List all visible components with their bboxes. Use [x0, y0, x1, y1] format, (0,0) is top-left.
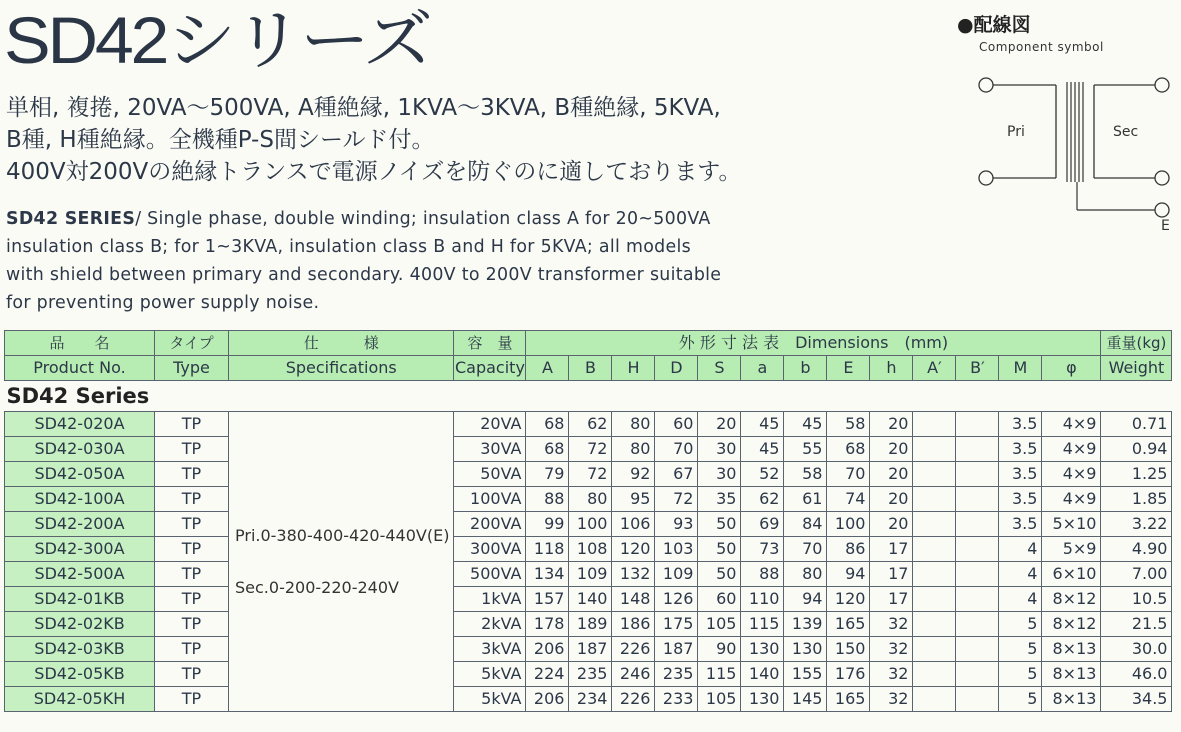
intro-en-line: with shield between primary and secondary. 400V to 200V transformer suitable [6, 265, 722, 285]
table-row [5, 612, 1172, 637]
dim-cell-b: 70 [784, 537, 827, 562]
header-weight [1101, 331, 1172, 356]
header-type [155, 331, 229, 356]
dim-cell-s: 30 [698, 437, 741, 462]
dim-cell-a: 224 [526, 662, 569, 687]
capacity-cell: 200VA [454, 512, 526, 537]
type-cell: TP [155, 412, 229, 437]
dim-cell-h: 80 [612, 437, 655, 462]
dim-cell-a: 118 [526, 537, 569, 562]
dim-cell-bp [956, 512, 999, 537]
dim-cell-d: 60 [655, 412, 698, 437]
dim-cell-b: 72 [569, 437, 612, 462]
product-cell: SD42-03KB [5, 637, 155, 662]
product-cell: SD42-500A [5, 562, 155, 587]
intro-jp-line: 400V対200Vの絶縁トランスで電源ノイズを防ぐのに適しております。 [6, 159, 742, 185]
dim-cell-b: 55 [784, 437, 827, 462]
dim-cell-b: 187 [569, 637, 612, 662]
dim-cell-bp [956, 487, 999, 512]
dim-cell-weight: 30.0 [1101, 637, 1172, 662]
product-cell: SD42-05KB [5, 662, 155, 687]
secondary-label: Sec [1113, 124, 1139, 140]
capacity-cell: 30VA [454, 437, 526, 462]
dim-cell-weight: 0.71 [1101, 412, 1172, 437]
dim-cell-a: 157 [526, 587, 569, 612]
dim-cell-weight: 1.25 [1101, 462, 1172, 487]
header-dim-phi: φ [1042, 356, 1101, 381]
dim-cell-s: 105 [698, 612, 741, 637]
dim-cell-a: 62 [741, 487, 784, 512]
product-cell: SD42-200A [5, 512, 155, 537]
type-cell: TP [155, 637, 229, 662]
dim-cell-s: 20 [698, 412, 741, 437]
table-row [5, 687, 1172, 712]
dim-cell-e: 100 [827, 512, 870, 537]
dim-cell-h: 92 [612, 462, 655, 487]
dim-cell-phi: 6×10 [1042, 562, 1101, 587]
dim-cell-b: 109 [569, 562, 612, 587]
dim-cell-h: 80 [612, 412, 655, 437]
dim-cell-a: 178 [526, 612, 569, 637]
dim-cell-b: 145 [784, 687, 827, 712]
dim-cell-weight: 21.5 [1101, 612, 1172, 637]
dim-cell-b: 100 [569, 512, 612, 537]
dim-cell-ap [913, 437, 956, 462]
intro-jp-line: 単相, 複捲, 20VA〜500VA, A種絶縁, 1KVA〜3KVA, B種絶縁, 5KVA, [6, 95, 721, 121]
capacity-cell: 2kVA [454, 612, 526, 637]
dim-cell-a: 130 [741, 687, 784, 712]
dim-cell-d: 72 [655, 487, 698, 512]
header-dim-E: E [827, 356, 870, 381]
dim-cell-weight: 0.94 [1101, 437, 1172, 462]
capacity-cell: 100VA [454, 487, 526, 512]
dim-cell-a: 88 [741, 562, 784, 587]
type-cell: TP [155, 537, 229, 562]
dim-cell-s: 90 [698, 637, 741, 662]
dim-cell-a: 99 [526, 512, 569, 537]
header-capacity-jp: 容 量 [467, 334, 513, 352]
dim-cell-b: 94 [784, 587, 827, 612]
dim-cell-h: 148 [612, 587, 655, 612]
table-row [5, 412, 1172, 437]
dim-cell-ap [913, 687, 956, 712]
dim-cell-b: 62 [569, 412, 612, 437]
dim-cell-d: 67 [655, 462, 698, 487]
dim-cell-h: 17 [870, 587, 913, 612]
dim-cell-bp [956, 587, 999, 612]
table-row [5, 637, 1172, 662]
dim-cell-ap [913, 637, 956, 662]
header-dim-H: H [612, 356, 655, 381]
dim-cell-h: 17 [870, 562, 913, 587]
dim-cell-a: 68 [526, 412, 569, 437]
dim-cell-e: 165 [827, 612, 870, 637]
dim-cell-h: 20 [870, 412, 913, 437]
header-weight-en: Weight [1101, 356, 1172, 381]
dim-cell-ap [913, 587, 956, 612]
product-cell: SD42-01KB [5, 587, 155, 612]
header-spec [229, 331, 454, 356]
dim-cell-weight: 46.0 [1101, 662, 1172, 687]
table-row [5, 587, 1172, 612]
header-dim-B-prime: B′ [956, 356, 999, 381]
type-cell: TP [155, 662, 229, 687]
dim-cell-m: 4 [999, 537, 1042, 562]
dim-cell-s: 35 [698, 487, 741, 512]
dim-cell-m: 5 [999, 637, 1042, 662]
dim-cell-h: 32 [870, 662, 913, 687]
intro-japanese [6, 92, 826, 188]
dim-cell-b: 80 [569, 487, 612, 512]
product-cell: SD42-02KB [5, 612, 155, 637]
dim-cell-s: 50 [698, 537, 741, 562]
dim-cell-h: 20 [870, 512, 913, 537]
dim-cell-ap [913, 462, 956, 487]
type-cell: TP [155, 587, 229, 612]
wiring-subtitle: Component symbol [979, 40, 1104, 54]
product-cell: SD42-300A [5, 537, 155, 562]
dim-cell-bp [956, 437, 999, 462]
dim-cell-weight: 3.22 [1101, 512, 1172, 537]
dim-cell-phi: 8×13 [1042, 662, 1101, 687]
dim-cell-m: 5 [999, 662, 1042, 687]
dim-cell-bp [956, 687, 999, 712]
dim-cell-e: 120 [827, 587, 870, 612]
dim-cell-b: 140 [569, 587, 612, 612]
capacity-cell: 5kVA [454, 662, 526, 687]
dim-cell-a: 140 [741, 662, 784, 687]
dim-cell-e: 70 [827, 462, 870, 487]
header-product-jp: 品 名 [49, 334, 110, 352]
dim-cell-e: 94 [827, 562, 870, 587]
dim-cell-ap [913, 612, 956, 637]
type-cell: TP [155, 437, 229, 462]
dim-cell-phi: 8×13 [1042, 637, 1101, 662]
header-product [5, 331, 155, 356]
dim-cell-bp [956, 637, 999, 662]
dim-cell-b: 155 [784, 662, 827, 687]
dim-cell-b: 234 [569, 687, 612, 712]
table-row [5, 487, 1172, 512]
intro-en-text: / Single phase, double winding; insulation class A for 20~500VA [135, 209, 711, 229]
spec-table [4, 330, 1172, 712]
dim-cell-m: 3.5 [999, 412, 1042, 437]
header-dim-B: B [569, 356, 612, 381]
header-spec-en: Specifications [229, 356, 454, 381]
capacity-cell: 50VA [454, 462, 526, 487]
dim-cell-phi: 5×10 [1042, 512, 1101, 537]
dim-cell-e: 86 [827, 537, 870, 562]
dim-cell-ap [913, 512, 956, 537]
dim-cell-a: 206 [526, 687, 569, 712]
dim-cell-h: 20 [870, 437, 913, 462]
dim-cell-h: 95 [612, 487, 655, 512]
table-row [5, 462, 1172, 487]
dim-cell-b: 84 [784, 512, 827, 537]
dim-cell-h: 20 [870, 487, 913, 512]
dim-cell-phi: 4×9 [1042, 412, 1101, 437]
dim-cell-h: 32 [870, 687, 913, 712]
type-cell: TP [155, 487, 229, 512]
dim-cell-s: 115 [698, 662, 741, 687]
dim-cell-h: 17 [870, 537, 913, 562]
dim-cell-d: 187 [655, 637, 698, 662]
dim-cell-bp [956, 562, 999, 587]
page-title: SD42シリーズ [4, 3, 430, 77]
header-type-en: Type [155, 356, 229, 381]
dim-cell-ap [913, 537, 956, 562]
intro-jp-line: B種, H種絶縁。全機種P-S間シールド付。 [6, 127, 435, 153]
dim-cell-d: 235 [655, 662, 698, 687]
header-type-jp: タイプ [169, 334, 214, 352]
header-product-en: Product No. [5, 356, 155, 381]
dim-cell-m: 3.5 [999, 512, 1042, 537]
dim-cell-m: 4 [999, 562, 1042, 587]
dim-cell-a: 79 [526, 462, 569, 487]
dim-cell-h: 226 [612, 687, 655, 712]
dim-cell-weight: 10.5 [1101, 587, 1172, 612]
dim-cell-bp [956, 537, 999, 562]
dim-cell-phi: 8×12 [1042, 587, 1101, 612]
wiring-diagram [955, 10, 1180, 240]
dim-cell-b: 108 [569, 537, 612, 562]
header-dim-A-prime: A′ [913, 356, 956, 381]
header-dim-h: h [870, 356, 913, 381]
capacity-cell: 5kVA [454, 687, 526, 712]
dim-cell-a: 68 [526, 437, 569, 462]
dim-cell-d: 109 [655, 562, 698, 587]
dim-cell-b: 189 [569, 612, 612, 637]
dim-cell-d: 175 [655, 612, 698, 637]
dim-cell-e: 150 [827, 637, 870, 662]
dim-cell-a: 45 [741, 412, 784, 437]
spec-primary: Pri.0-380-400-420-440V(E) [235, 525, 450, 545]
dim-cell-phi: 4×9 [1042, 487, 1101, 512]
product-cell: SD42-050A [5, 462, 155, 487]
dim-cell-a: 69 [741, 512, 784, 537]
header-dim-A: A [526, 356, 569, 381]
dim-cell-e: 74 [827, 487, 870, 512]
dim-cell-bp [956, 412, 999, 437]
dim-cell-b: 58 [784, 462, 827, 487]
table-row [5, 437, 1172, 462]
header-dim-S: S [698, 356, 741, 381]
dim-cell-e: 68 [827, 437, 870, 462]
dim-cell-m: 3.5 [999, 487, 1042, 512]
product-cell: SD42-020A [5, 412, 155, 437]
spec-secondary: Sec.0-200-220-240V [235, 577, 399, 597]
product-cell: SD42-05KH [5, 687, 155, 712]
dim-cell-s: 30 [698, 462, 741, 487]
header-dim-D: D [655, 356, 698, 381]
dim-cell-weight: 34.5 [1101, 687, 1172, 712]
dim-cell-b: 139 [784, 612, 827, 637]
primary-label: Pri [1007, 124, 1025, 140]
dim-cell-b: 45 [784, 412, 827, 437]
type-cell: TP [155, 612, 229, 637]
table-row [5, 537, 1172, 562]
dim-cell-a: 88 [526, 487, 569, 512]
table-row [5, 662, 1172, 687]
spec-gap [235, 548, 449, 576]
product-cell: SD42-030A [5, 437, 155, 462]
product-cell: SD42-100A [5, 487, 155, 512]
capacity-cell: 1kVA [454, 587, 526, 612]
dim-cell-s: 60 [698, 587, 741, 612]
dim-cell-a: 52 [741, 462, 784, 487]
dim-cell-s: 50 [698, 562, 741, 587]
dim-cell-h: 32 [870, 612, 913, 637]
earth-label: E [1161, 218, 1170, 234]
header-dim-b: b [784, 356, 827, 381]
dim-cell-ap [913, 487, 956, 512]
dim-cell-phi: 8×13 [1042, 687, 1101, 712]
dim-cell-h: 226 [612, 637, 655, 662]
dim-cell-a: 73 [741, 537, 784, 562]
dim-cell-ap [913, 562, 956, 587]
capacity-cell: 500VA [454, 562, 526, 587]
header-weight-jp: 重量(kg) [1106, 334, 1167, 352]
dim-cell-a: 115 [741, 612, 784, 637]
dim-cell-h: 132 [612, 562, 655, 587]
dim-cell-d: 70 [655, 437, 698, 462]
header-dim-M: M [999, 356, 1042, 381]
dim-cell-b: 235 [569, 662, 612, 687]
series-label: SD42 Series [5, 381, 1172, 412]
dim-cell-bp [956, 612, 999, 637]
capacity-cell: 3kVA [454, 637, 526, 662]
header-dimensions [526, 331, 1101, 356]
capacity-cell: 20VA [454, 412, 526, 437]
dim-cell-ap [913, 662, 956, 687]
type-cell: TP [155, 562, 229, 587]
type-cell: TP [155, 512, 229, 537]
header-dim-a: a [741, 356, 784, 381]
dim-cell-bp [956, 662, 999, 687]
series-name-bold: SD42 SERIES [6, 209, 136, 229]
dim-cell-h: 32 [870, 637, 913, 662]
wiring-title: ●配線図 [957, 14, 1031, 36]
dim-cell-d: 103 [655, 537, 698, 562]
dim-cell-h: 246 [612, 662, 655, 687]
capacity-cell: 300VA [454, 537, 526, 562]
dim-cell-m: 5 [999, 612, 1042, 637]
intro-english [6, 205, 806, 317]
dim-cell-weight: 7.00 [1101, 562, 1172, 587]
dim-cell-h: 186 [612, 612, 655, 637]
dim-cell-phi: 4×9 [1042, 462, 1101, 487]
dim-cell-h: 120 [612, 537, 655, 562]
dim-cell-e: 176 [827, 662, 870, 687]
dim-cell-d: 233 [655, 687, 698, 712]
dim-cell-h: 106 [612, 512, 655, 537]
dim-cell-e: 165 [827, 687, 870, 712]
dim-cell-h: 20 [870, 462, 913, 487]
specifications-cell [229, 412, 454, 712]
header-spec-jp: 仕 様 [303, 334, 379, 352]
table-row [5, 512, 1172, 537]
dim-cell-weight: 4.90 [1101, 537, 1172, 562]
intro-en-line: for preventing power supply noise. [6, 293, 320, 313]
dim-cell-e: 58 [827, 412, 870, 437]
dim-cell-phi: 8×12 [1042, 612, 1101, 637]
dim-cell-a: 206 [526, 637, 569, 662]
dim-cell-ap [913, 412, 956, 437]
dim-cell-a: 134 [526, 562, 569, 587]
dim-cell-m: 3.5 [999, 437, 1042, 462]
dim-cell-b: 72 [569, 462, 612, 487]
dim-cell-m: 4 [999, 587, 1042, 612]
dim-cell-phi: 4×9 [1042, 437, 1101, 462]
intro-en-line: insulation class B; for 1~3KVA, insulation class B and H for 5KVA; all models [6, 237, 691, 257]
dim-cell-m: 5 [999, 687, 1042, 712]
type-cell: TP [155, 462, 229, 487]
dim-cell-s: 105 [698, 687, 741, 712]
dim-cell-d: 93 [655, 512, 698, 537]
header-dimensions-title: 外 形 寸 法 表 Dimensions (mm) [678, 333, 949, 352]
dim-cell-b: 61 [784, 487, 827, 512]
dim-cell-bp [956, 462, 999, 487]
dim-cell-m: 3.5 [999, 462, 1042, 487]
dim-cell-a: 45 [741, 437, 784, 462]
dim-cell-d: 126 [655, 587, 698, 612]
dim-cell-a: 130 [741, 637, 784, 662]
dim-cell-a: 110 [741, 587, 784, 612]
type-cell: TP [155, 687, 229, 712]
dim-cell-weight: 1.85 [1101, 487, 1172, 512]
table-row [5, 562, 1172, 587]
dim-cell-b: 80 [784, 562, 827, 587]
dim-cell-b: 130 [784, 637, 827, 662]
dim-cell-s: 50 [698, 512, 741, 537]
intro-en-line [6, 205, 806, 233]
header-capacity-en: Capacity [454, 356, 526, 381]
dim-cell-phi: 5×9 [1042, 537, 1101, 562]
header-capacity [454, 331, 526, 356]
